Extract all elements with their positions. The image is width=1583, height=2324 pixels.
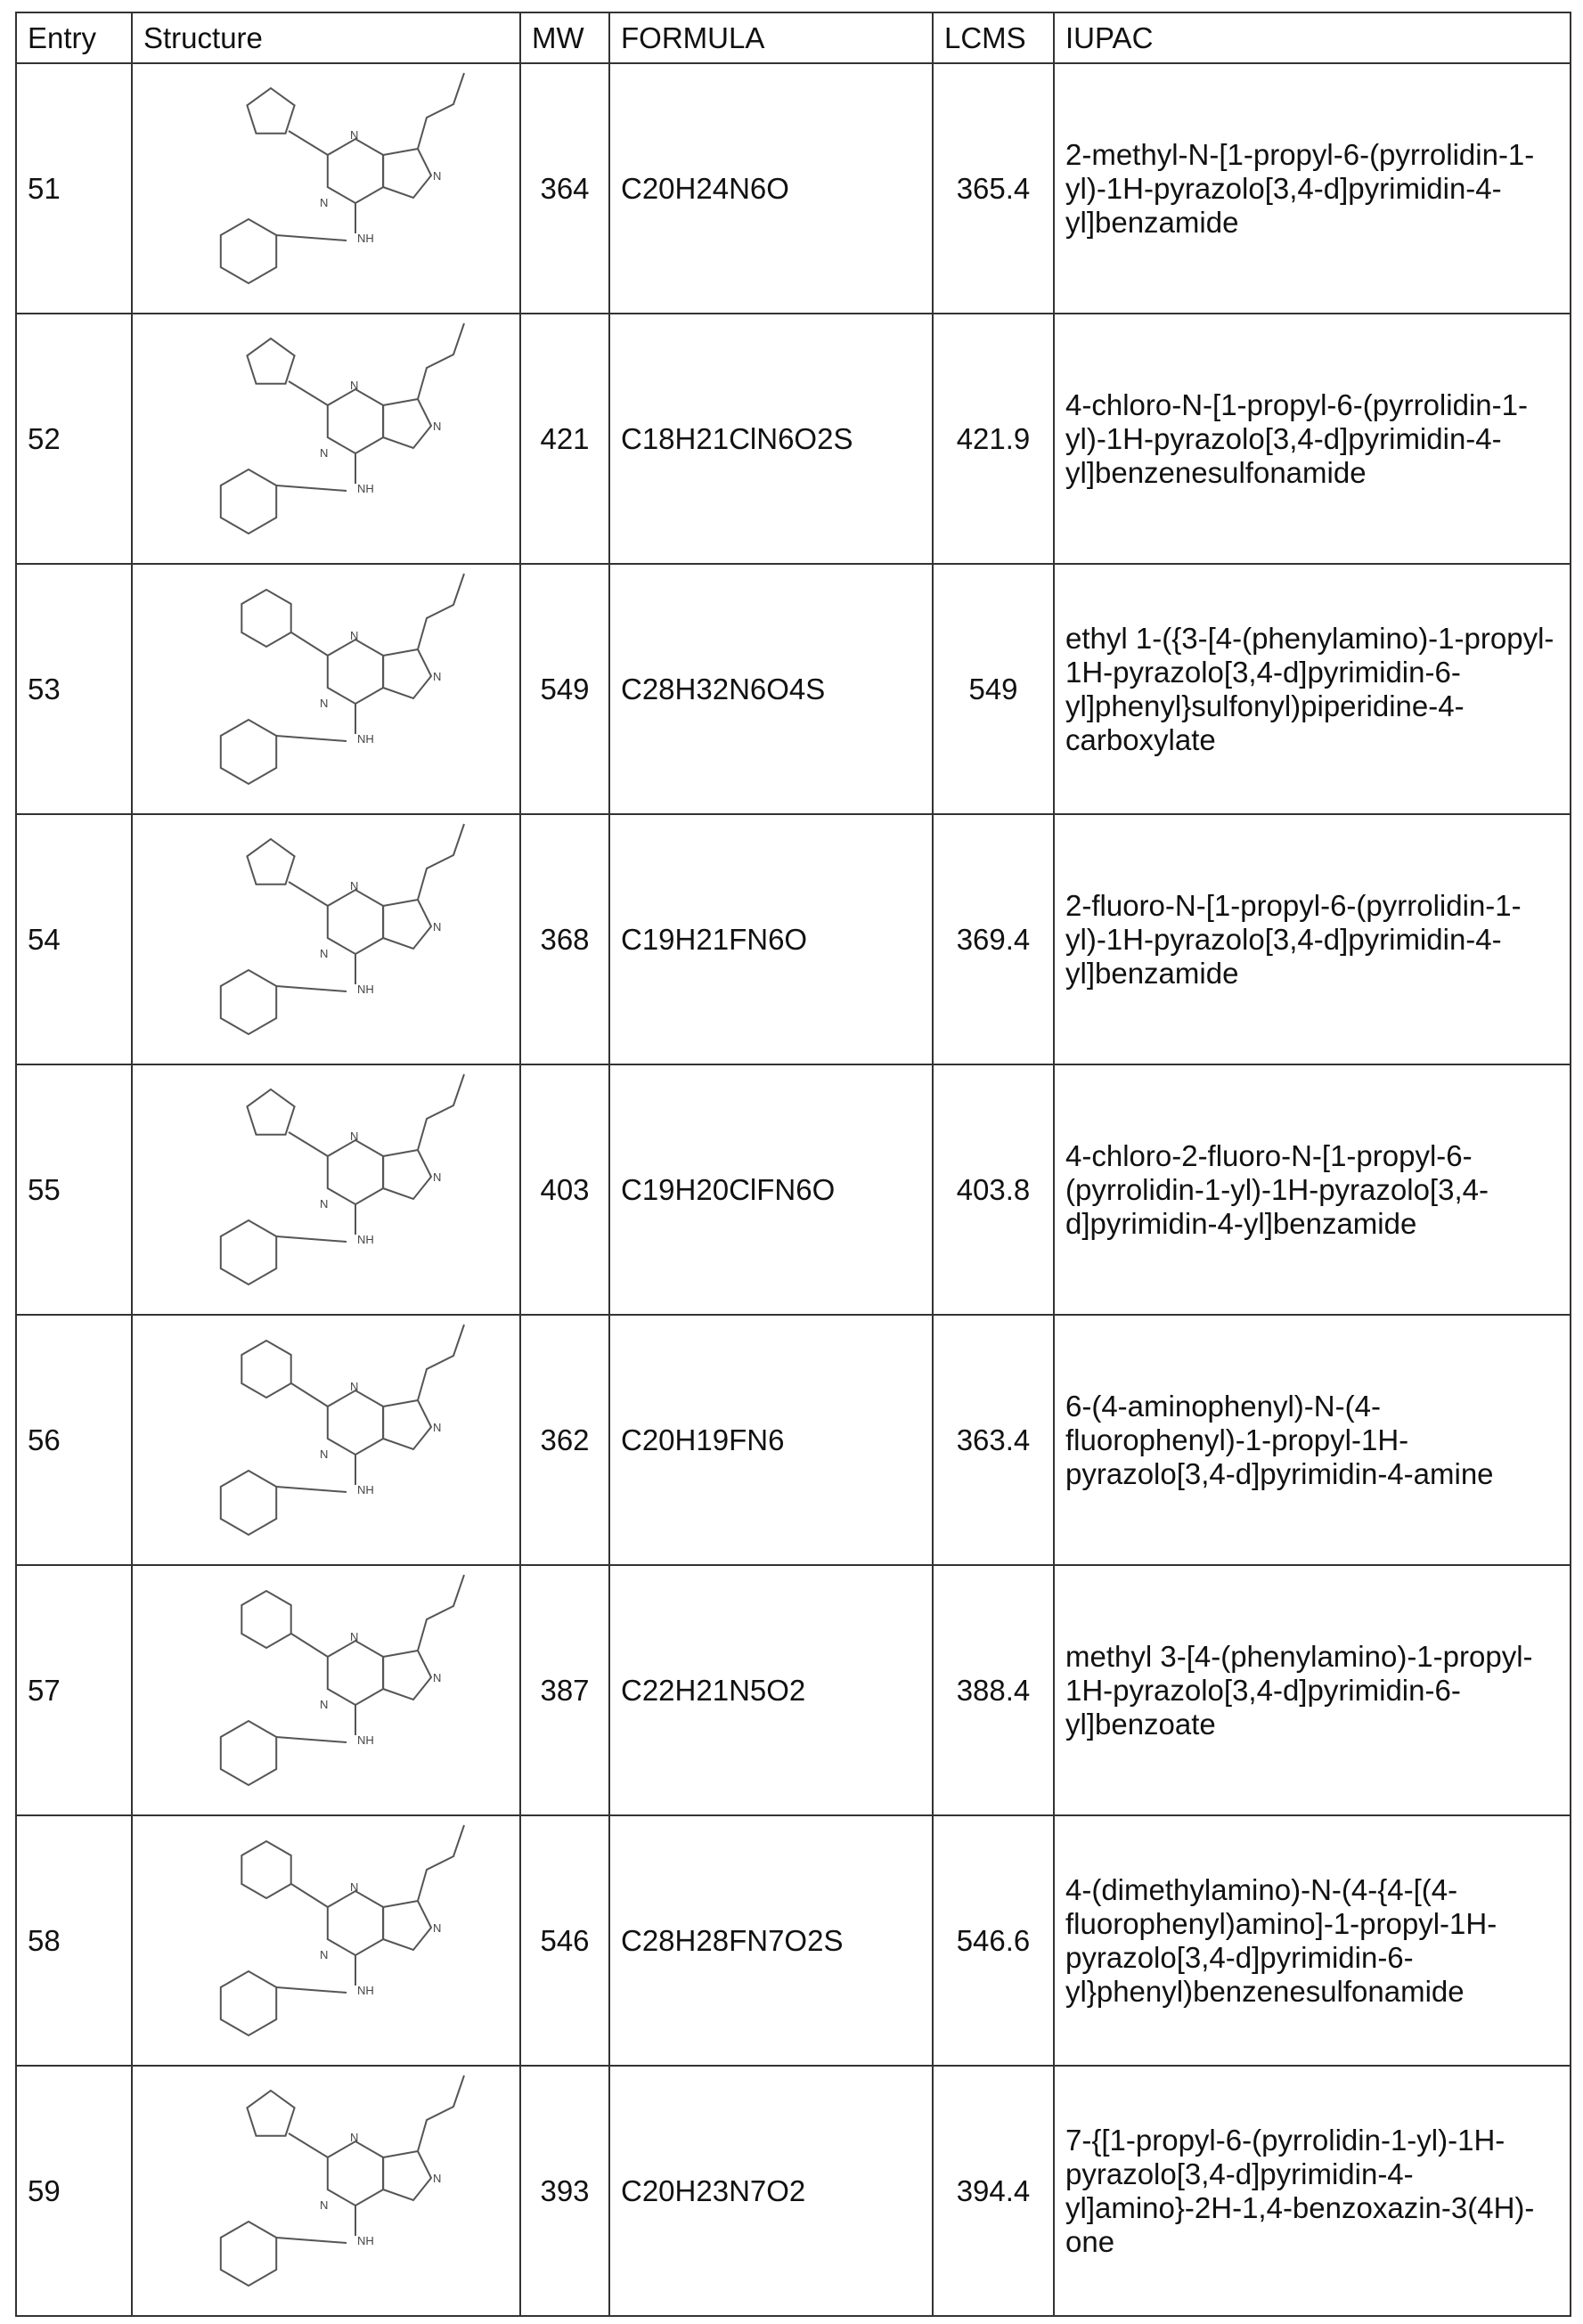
svg-text:NH: NH [357, 232, 374, 245]
svg-text:N: N [433, 670, 441, 683]
propyl-chain [418, 73, 464, 149]
svg-text:N: N [350, 128, 358, 142]
lcms-cell: 394.4 [933, 2066, 1054, 2316]
mw-cell: 393 [520, 2066, 609, 2316]
lcms-cell: 403.8 [933, 1064, 1054, 1315]
svg-text:N: N [350, 379, 358, 392]
propyl-chain [418, 1825, 464, 1901]
formula-cell: C28H28FN7O2S [609, 1815, 933, 2066]
mw-cell: 546 [520, 1815, 609, 2066]
pyrrolidine-ring [247, 338, 294, 384]
structure-drawing [133, 565, 521, 813]
structure-cell [132, 564, 520, 814]
pyrimidine-ring [328, 389, 383, 453]
svg-text:N: N [433, 1921, 441, 1935]
svg-text:N: N [350, 1880, 358, 1894]
svg-text:N: N [433, 1170, 441, 1184]
svg-text:NH: NH [357, 732, 374, 746]
formula-cell: C19H20ClFN6O [609, 1064, 933, 1315]
aryl-ring [241, 1341, 290, 1398]
header-iupac: IUPAC [1054, 12, 1571, 63]
svg-text:N: N [433, 1421, 441, 1434]
header-structure: Structure [132, 12, 520, 63]
structure-drawing [133, 1316, 521, 1564]
iupac-cell: 4-(dimethylamino)-N-(4-{4-[(4-fluorophenyl)amino]-1-propyl-1H-pyrazolo[3,4-d]pyrimidin-6-yl}phenyl)benzenesulfonamide [1054, 1815, 1571, 2066]
formula-cell: C28H32N6O4S [609, 564, 933, 814]
table-row [16, 1815, 1571, 2066]
structure-drawing [133, 2067, 521, 2315]
entry-cell: 52 [16, 314, 132, 564]
phenyl-ring [221, 2222, 276, 2286]
pyrimidine-ring [328, 139, 383, 203]
header-row [16, 12, 1571, 63]
mw-cell: 364 [520, 63, 609, 314]
structure-drawing [133, 815, 521, 1064]
lcms-cell: 421.9 [933, 314, 1054, 564]
iupac-cell: ethyl 1-({3-[4-(phenylamino)-1-propyl-1H-pyrazolo[3,4-d]pyrimidin-6-yl]phenyl}sulfonyl)piperidine-4-carboxylate [1054, 564, 1571, 814]
aryl-ring [241, 1841, 290, 1898]
entry-cell: 54 [16, 814, 132, 1064]
table-row [16, 1064, 1571, 1315]
mw-cell: 387 [520, 1565, 609, 1815]
table-row [16, 814, 1571, 1064]
entry-cell: 51 [16, 63, 132, 314]
propyl-chain [418, 574, 464, 649]
pyrimidine-ring [328, 1891, 383, 1955]
phenyl-ring [221, 970, 276, 1034]
svg-text:N: N [433, 169, 441, 183]
pyrazole-ring [383, 1651, 431, 1700]
phenyl-ring [221, 720, 276, 784]
svg-text:N: N [433, 420, 441, 433]
svg-text:N: N [350, 1630, 358, 1643]
propyl-chain [418, 824, 464, 900]
pyrazole-ring [383, 900, 431, 949]
pyrimidine-ring [328, 1390, 383, 1455]
svg-text:N: N [433, 2172, 441, 2185]
pyrazole-ring [383, 649, 431, 698]
entry-cell: 56 [16, 1315, 132, 1565]
lcms-cell: 546.6 [933, 1815, 1054, 2066]
pyrrolidine-ring [247, 2091, 294, 2136]
structure-cell [132, 63, 520, 314]
structure-cell [132, 814, 520, 1064]
pyrazole-ring [383, 1150, 431, 1199]
lcms-cell: 369.4 [933, 814, 1054, 1064]
entry-cell: 53 [16, 564, 132, 814]
structure-cell [132, 2066, 520, 2316]
svg-text:N: N [320, 196, 328, 209]
phenyl-ring [221, 1971, 276, 2035]
formula-cell: C19H21FN6O [609, 814, 933, 1064]
table-row [16, 1565, 1571, 1815]
mw-cell: 421 [520, 314, 609, 564]
iupac-cell: methyl 3-[4-(phenylamino)-1-propyl-1H-pyrazolo[3,4-d]pyrimidin-6-yl]benzoate [1054, 1565, 1571, 1815]
phenyl-ring [221, 469, 276, 534]
svg-text:N: N [320, 1197, 328, 1211]
pyrazole-ring [383, 1901, 431, 1950]
mw-cell: 403 [520, 1064, 609, 1315]
iupac-cell: 4-chloro-2-fluoro-N-[1-propyl-6-(pyrrolidin-1-yl)-1H-pyrazolo[3,4-d]pyrimidin-4-yl]benzamide [1054, 1064, 1571, 1315]
svg-text:N: N [320, 1447, 328, 1461]
svg-text:N: N [350, 879, 358, 893]
phenyl-ring [221, 1721, 276, 1785]
structure-cell [132, 314, 520, 564]
iupac-cell: 7-{[1-propyl-6-(pyrrolidin-1-yl)-1H-pyrazolo[3,4-d]pyrimidin-4-yl]amino}-2H-1,4-benzoxazin-3(4H)-one [1054, 2066, 1571, 2316]
structure-cell [132, 1315, 520, 1565]
pyrazole-ring [383, 399, 431, 448]
compound-table [15, 12, 1571, 2317]
phenyl-ring [221, 1220, 276, 1284]
pyrazole-ring [383, 1400, 431, 1449]
svg-text:N: N [320, 446, 328, 460]
pyrimidine-ring [328, 640, 383, 704]
formula-cell: C20H19FN6 [609, 1315, 933, 1565]
header-entry: Entry [16, 12, 132, 63]
formula-cell: C20H24N6O [609, 63, 933, 314]
svg-text:NH: NH [357, 1733, 374, 1747]
iupac-cell: 2-fluoro-N-[1-propyl-6-(pyrrolidin-1-yl)-1H-pyrazolo[3,4-d]pyrimidin-4-yl]benzamide [1054, 814, 1571, 1064]
lcms-cell: 388.4 [933, 1565, 1054, 1815]
svg-text:N: N [320, 697, 328, 710]
svg-text:NH: NH [357, 983, 374, 996]
pyrimidine-ring [328, 1641, 383, 1705]
iupac-cell: 6-(4-aminophenyl)-N-(4-fluorophenyl)-1-propyl-1H-pyrazolo[3,4-d]pyrimidin-4-amine [1054, 1315, 1571, 1565]
pyrazole-ring [383, 149, 431, 198]
entry-cell: 55 [16, 1064, 132, 1315]
propyl-chain [418, 1575, 464, 1651]
table-row [16, 63, 1571, 314]
formula-cell: C20H23N7O2 [609, 2066, 933, 2316]
formula-cell: C18H21ClN6O2S [609, 314, 933, 564]
pyrrolidine-ring [247, 88, 294, 134]
aryl-ring [241, 590, 290, 647]
pyrrolidine-ring [247, 1089, 294, 1135]
structure-drawing [133, 1816, 521, 2065]
svg-text:NH: NH [357, 1483, 374, 1496]
entry-cell: 58 [16, 1815, 132, 2066]
table-row [16, 314, 1571, 564]
lcms-cell: 365.4 [933, 63, 1054, 314]
iupac-cell: 4-chloro-N-[1-propyl-6-(pyrrolidin-1-yl)-1H-pyrazolo[3,4-d]pyrimidin-4-yl]benzenesulfonamide [1054, 314, 1571, 564]
lcms-cell: 363.4 [933, 1315, 1054, 1565]
svg-text:NH: NH [357, 482, 374, 495]
mw-cell: 362 [520, 1315, 609, 1565]
entry-cell: 59 [16, 2066, 132, 2316]
table-row [16, 1315, 1571, 1565]
iupac-cell: 2-methyl-N-[1-propyl-6-(pyrrolidin-1-yl)-1H-pyrazolo[3,4-d]pyrimidin-4-yl]benzamide [1054, 63, 1571, 314]
pyrazole-ring [383, 2151, 431, 2200]
header-formula: FORMULA [609, 12, 933, 63]
phenyl-ring [221, 1471, 276, 1535]
propyl-chain [418, 2075, 464, 2151]
svg-text:N: N [320, 947, 328, 960]
structure-cell [132, 1064, 520, 1315]
pyrimidine-ring [328, 1140, 383, 1204]
mw-cell: 368 [520, 814, 609, 1064]
svg-text:N: N [350, 1380, 358, 1393]
structure-drawing [133, 314, 521, 563]
structure-drawing [133, 1566, 521, 1814]
propyl-chain [418, 323, 464, 399]
pyrrolidine-ring [247, 839, 294, 885]
structure-drawing [133, 64, 521, 313]
svg-text:N: N [320, 1948, 328, 1961]
svg-text:N: N [320, 1698, 328, 1711]
lcms-cell: 549 [933, 564, 1054, 814]
phenyl-ring [221, 219, 276, 283]
svg-text:N: N [350, 629, 358, 642]
structure-cell [132, 1815, 520, 2066]
header-lcms: LCMS [933, 12, 1054, 63]
svg-text:NH: NH [357, 1233, 374, 1246]
svg-text:N: N [433, 920, 441, 934]
aryl-ring [241, 1591, 290, 1648]
pyrimidine-ring [328, 2141, 383, 2206]
structure-drawing [133, 1065, 521, 1314]
table-row [16, 564, 1571, 814]
pyrimidine-ring [328, 890, 383, 954]
formula-cell: C22H21N5O2 [609, 1565, 933, 1815]
svg-text:N: N [350, 2131, 358, 2144]
entry-cell: 57 [16, 1565, 132, 1815]
propyl-chain [418, 1325, 464, 1400]
svg-text:N: N [350, 1129, 358, 1143]
structure-cell [132, 1565, 520, 1815]
header-mw: MW [520, 12, 609, 63]
svg-text:NH: NH [357, 2234, 374, 2247]
propyl-chain [418, 1074, 464, 1150]
svg-text:N: N [433, 1671, 441, 1684]
svg-text:NH: NH [357, 1984, 374, 1997]
mw-cell: 549 [520, 564, 609, 814]
svg-text:N: N [320, 2198, 328, 2212]
table-row [16, 2066, 1571, 2316]
